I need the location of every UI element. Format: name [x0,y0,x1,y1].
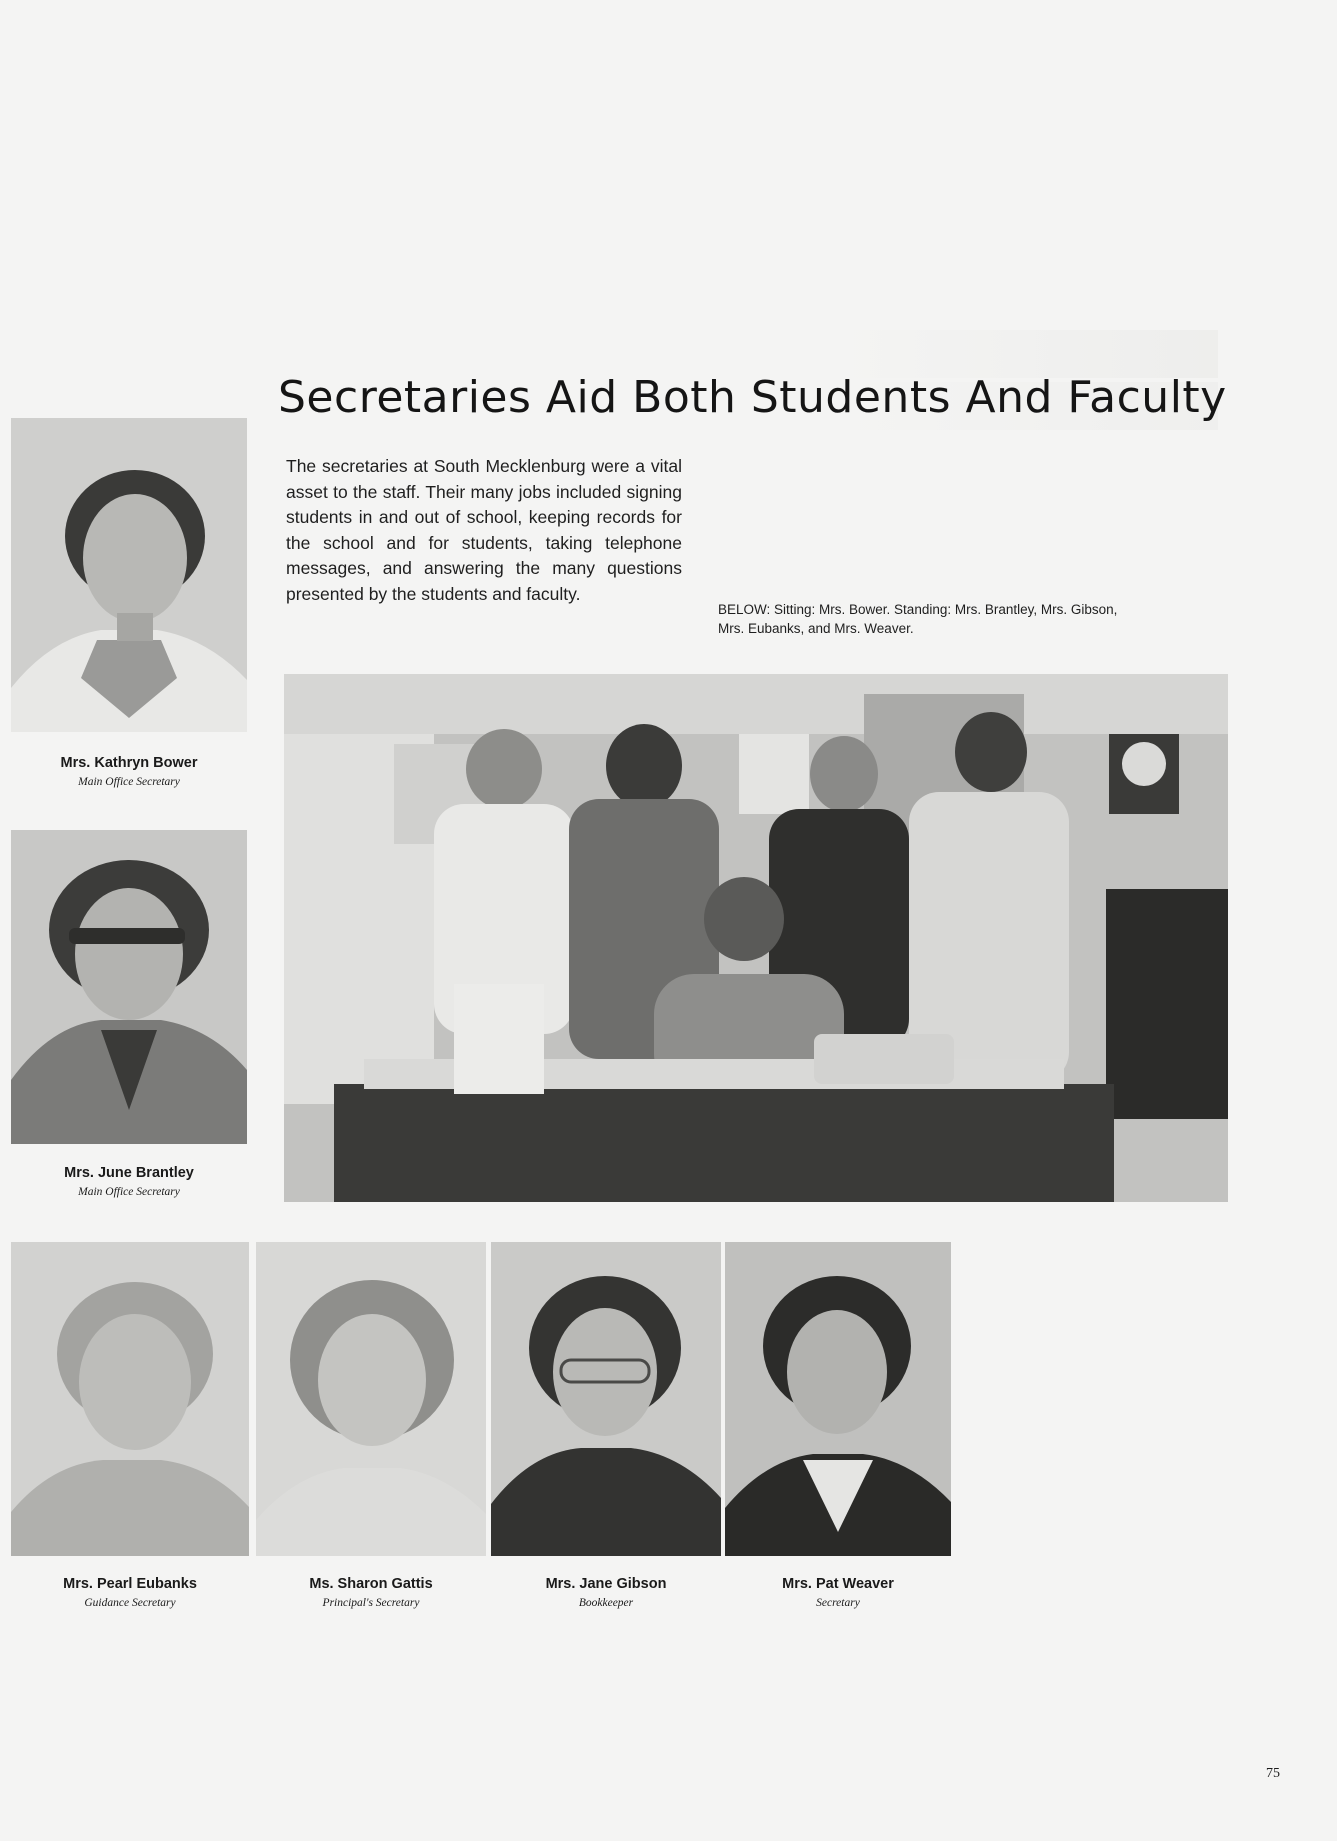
staff-role-gattis: Principal's Secretary [322,1597,420,1609]
portrait-photo-brantley [11,830,247,1144]
staff-name-bower: Mrs. Kathryn Bower [60,755,198,771]
staff-name-weaver: Mrs. Pat Weaver [782,1576,894,1592]
portrait-photo-gattis [256,1242,486,1556]
page-title: Secretaries Aid Both Students And Faculty [278,372,1227,423]
intro-paragraph: The secretaries at South Mecklenburg were a vital asset to the staff. Their many jobs included signing students in and out of school, keeping records for the school and for students, taking telephone messages, and answering the many questions presented by the students and faculty. [286,456,682,604]
staff-role-brantley: Main Office Secretary [78,1186,180,1198]
staff-name-brantley: Mrs. June Brantley [64,1165,194,1181]
portrait-photo-gibson [491,1242,721,1556]
portrait-photo-weaver [725,1242,951,1556]
group-photo-caption: BELOW: Sitting: Mrs. Bower. Standing: Mrs. Brantley, Mrs. Gibson, Mrs. Eubanks, and Mrs. Weaver. [718,602,1118,636]
group-photo [284,674,1228,1202]
staff-role-bower: Main Office Secretary [78,776,180,788]
portrait-photo-eubanks [11,1242,249,1556]
staff-name-gibson: Mrs. Jane Gibson [545,1576,667,1592]
staff-name-eubanks: Mrs. Pearl Eubanks [63,1576,197,1592]
page-number: 75 [1266,1766,1280,1781]
portrait-photo-bower [11,418,247,732]
staff-name-gattis: Ms. Sharon Gattis [309,1576,433,1592]
staff-role-weaver: Secretary [816,1597,860,1609]
staff-role-eubanks: Guidance Secretary [84,1597,176,1609]
staff-role-gibson: Bookkeeper [578,1597,634,1609]
